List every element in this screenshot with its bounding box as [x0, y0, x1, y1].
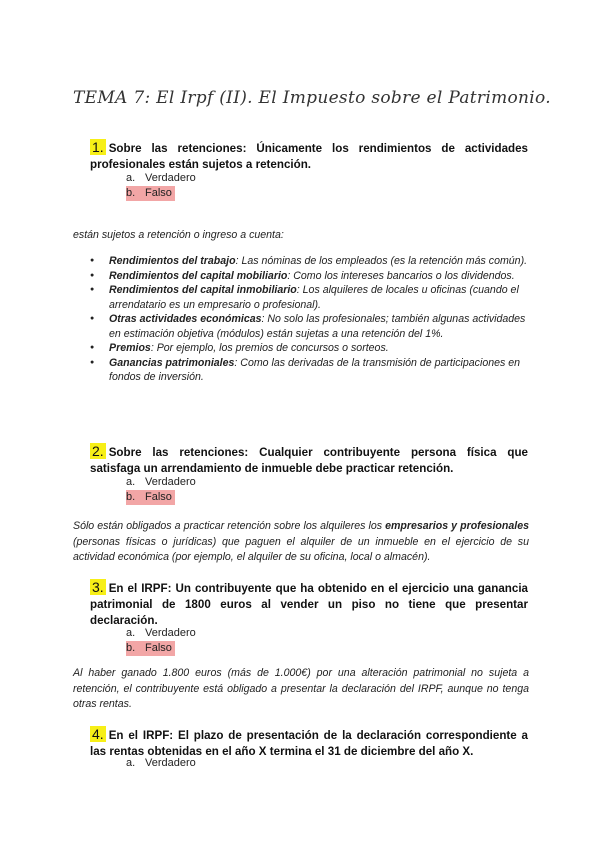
retention-list — [90, 254, 530, 385]
question-topic: Sobre las retenciones: — [108, 142, 247, 155]
page-title: TEMA 7: El Irpf (II). El Impuesto sobre el Patrimonio. — [73, 88, 551, 108]
question-number: 3. — [92, 579, 104, 595]
option-a[interactable]: a. Verdadero — [126, 172, 196, 184]
question-2 — [90, 443, 528, 477]
question-topic: En el IRPF: — [108, 729, 174, 742]
question-text: El plazo de presentación de la declaración correspondiente a las rentas obtenidas en el año X termina el 31 de diciembre del año X. — [90, 729, 529, 758]
list-item: ● Premios: Por ejemplo, los premios de concursos o sorteos. — [90, 341, 530, 356]
question-3 — [90, 579, 528, 629]
option-b[interactable]: b. Falso — [126, 490, 175, 505]
option-b[interactable]: b. Falso — [126, 186, 175, 201]
option-b[interactable]: b. Falso — [126, 641, 175, 656]
question-text: Únicamente los rendimientos de actividades profesionales están sujetos a retención. — [90, 142, 529, 171]
question-number: 2. — [92, 443, 104, 459]
explanation-3: Al haber ganado 1.800 euros (más de 1.000€) por una alteración patrimonial no sujeta a retención, el contribuyente está obligado a presentar la declaración del IRPF, aunque no tenga otras rentas. — [73, 667, 529, 710]
list-item: ● Ganancias patrimoniales: Como las derivadas de la transmisión de participaciones en fondos de inversión. — [90, 356, 530, 385]
question-number: 1. — [92, 139, 104, 155]
question-1 — [90, 139, 528, 173]
list-item: ● Otras actividades económicas: No solo las profesionales; también algunas actividades en estimación objetiva (módulos) están sujetas a una retención del 1%. — [90, 312, 530, 341]
question-text: Un contribuyente que ha obtenido en el ejercicio una ganancia patrimonial de 1800 euros al vender un piso no tiene que presentar declaración. — [90, 582, 528, 627]
question-topic: En el IRPF: — [108, 582, 172, 595]
option-a[interactable]: a. Verdadero — [126, 757, 196, 769]
option-a[interactable]: a. Verdadero — [126, 627, 196, 639]
explanation-2: Sólo están obligados a practicar retención sobre los alquileres los empresarios y profesionales (personas físicas o jurídicas) que paguen el alquiler de un inmueble en el ejercicio de su actividad económica (por ejemplo, el alquiler de su oficina, local o almacén). — [73, 520, 529, 563]
explanation-1-intro: están sujetos a retención o ingreso a cuenta: — [73, 229, 284, 241]
question-number: 4. — [92, 726, 104, 742]
list-item: ● Rendimientos del capital inmobiliario: Los alquileres de locales u oficinas (cuando el arrendatario es un empresario o profesional). — [90, 283, 530, 312]
question-topic: Sobre las retenciones: — [108, 446, 249, 459]
option-a[interactable]: a. Verdadero — [126, 476, 196, 488]
question-text: Cualquier contribuyente persona física que satisfaga un arrendamiento de inmueble debe practicar retención. — [90, 446, 529, 475]
question-4 — [90, 726, 528, 760]
list-item: ● Rendimientos del capital mobiliario: Como los intereses bancarios o los dividendos. — [90, 269, 530, 284]
list-item: ● Rendimientos del trabajo: Las nóminas de los empleados (es la retención más común). — [90, 254, 530, 269]
